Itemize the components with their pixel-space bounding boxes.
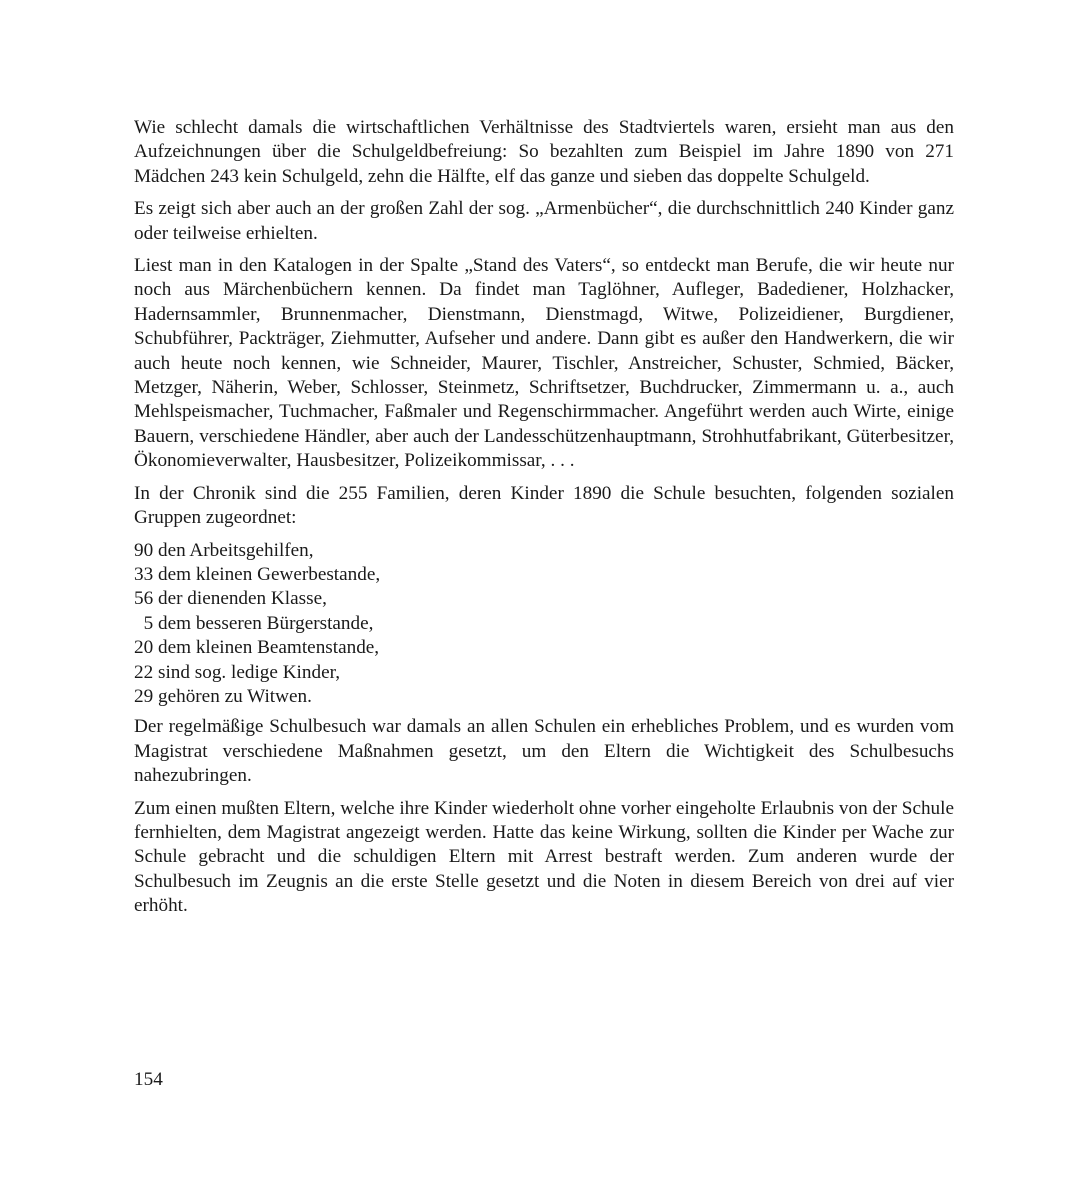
paragraph-schulgeld: Wie schlecht damals die wirtschaftlichen Verhältnisse des Stadtviertels waren, ersieht man aus den Aufzeichnungen über die Schulgeldbefreiung: So bezahlten zum Beispiel im Jahre 1890 von 271 Mädchen 243 kein Schulgeld, zehn die Hälfte, elf das ganze und sieben das doppelte Schulgeld.	[134, 117, 954, 187]
list-item: 90 den Arbeitsgehilfen,	[134, 539, 314, 561]
paragraph-armenbuecher: Es zeigt sich aber auch an der großen Zahl der sog. „Armenbücher“, die durchschnittlich 240 Kinder ganz oder teilweise erhielten.	[134, 198, 954, 244]
paragraph-berufe: Liest man in den Katalogen in der Spalte „Stand des Vaters“, so entdeckt man Berufe, die wir heute nur noch aus Märchenbüchern kennen. Da findet man Taglöhner, Aufleger, Badediener, Holzhacker, Hadernsammler, Brunnenmacher, Dienstmann, Dienstmagd, Witwe, Polizeidiener, Burgdiener, Schubführer, Packträger, Ziehmutter, Aufseher und andere. Dann gibt es außer den Handwerkern, die wir auch heute noch kennen, wie Schneider, Maurer, Tischler, Anstreicher, Schuster, Schmied, Bäcker, Metzger, Näherin, Weber, Schlosser, Steinmetz, Schriftsetzer, Buchdrucker, Zimmermann u. a., auch Mehlspeismacher, Tuchmacher, Faßmaler und Regenschirmmacher. Angeführt werden auch Wirte, einige Bauern, verschiedene Händler, aber auch der Landesschützenhauptmann, Strohhutfabrikant, Güterbesitzer, Ökonomieverwalter, Hausbesitzer, Polizeikommissar, . . .	[134, 255, 954, 472]
paragraph-schulbesuch: Der regelmäßige Schulbesuch war damals an allen Schulen ein erhebliches Problem, und es wurden vom Magistrat verschiedene Maßnahmen gesetzt, um den Eltern die Wichtigkeit des Schulbesuchs nahezubringen.	[134, 716, 954, 787]
paragraph-chronik: In der Chronik sind die 255 Familien, deren Kinder 1890 die Schule besuchten, folgenden sozialen Gruppen zugeordnet:	[134, 482, 954, 529]
list-item: 33 dem kleinen Gewerbestande,	[134, 563, 381, 585]
list-item: 20 dem kleinen Beamtenstande,	[134, 637, 380, 659]
social-groups-list	[134, 539, 954, 710]
page-number: 154	[134, 1069, 163, 1090]
list-item: 22 sind sog. ledige Kinder,	[134, 661, 341, 683]
list-item: 29 gehören zu Witwen.	[134, 685, 312, 707]
list-item: 56 der dienenden Klasse,	[134, 588, 327, 610]
paragraph-massnahmen: Zum einen mußten Eltern, welche ihre Kinder wiederholt ohne vorher eingeholte Erlaubnis von der Schule fernhielten, dem Magistrat angezeigt werden. Hatte das keine Wirkung, sollten die Kinder per Wache zur Schule gebracht und die schuldigen Eltern mit Arrest bestraft werden. Zum anderen wurde der Schulbesuch im Zeugnis an die erste Stelle gesetzt und die Noten in diesem Bereich von drei auf vier erhöht.	[134, 797, 955, 917]
list-item: 5 dem besseren Bürgerstande,	[134, 612, 374, 634]
page-body	[134, 116, 954, 927]
